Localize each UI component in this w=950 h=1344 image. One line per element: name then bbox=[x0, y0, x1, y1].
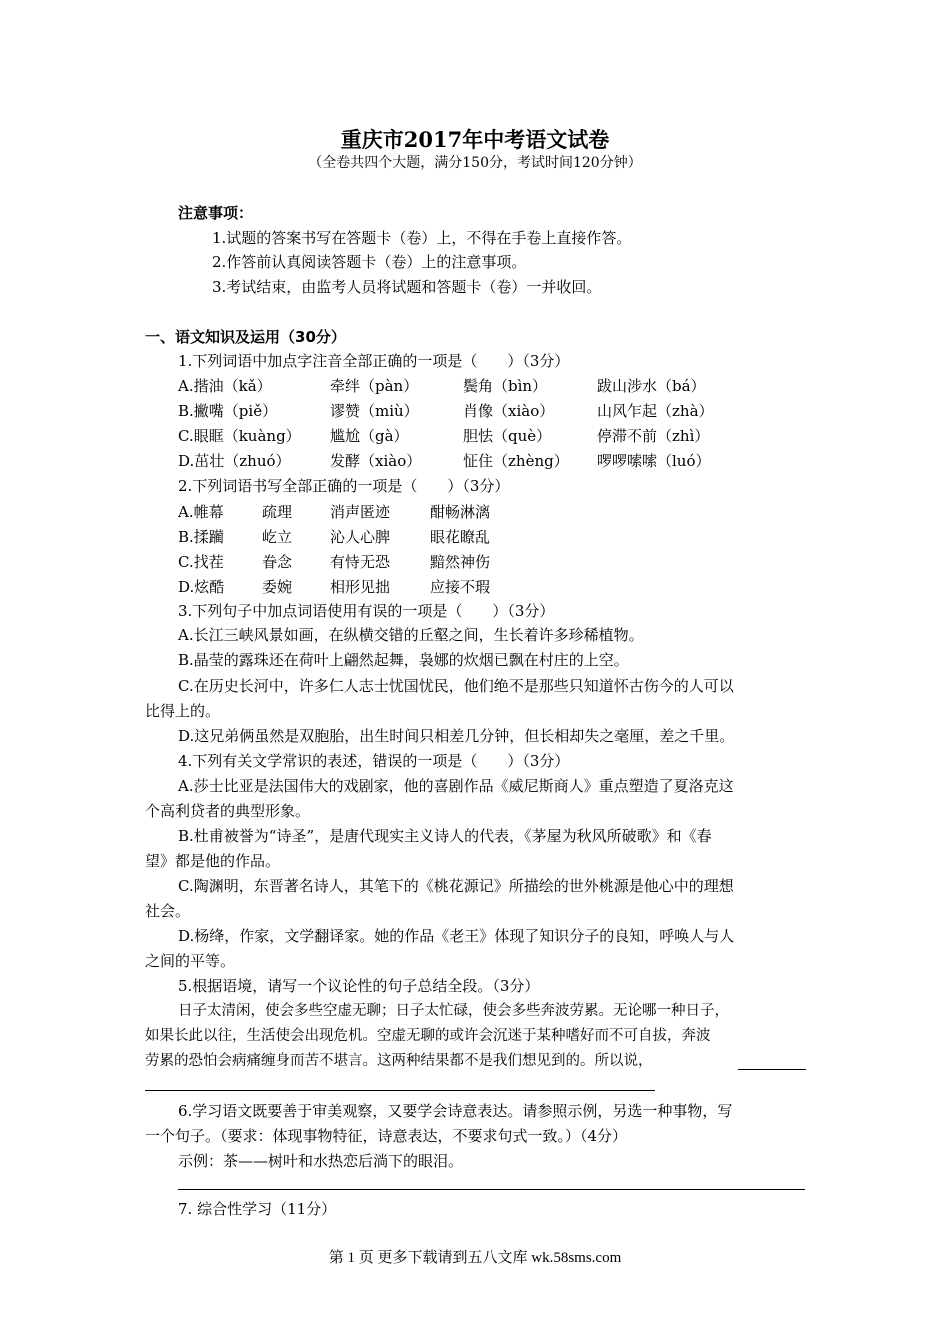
option-b: B.晶莹的露珠还在荷叶上翩然起舞，袅娜的炊烟已飘在村庄的上空。 bbox=[178, 651, 629, 669]
question-7-stem: 7. 综合性学习（11分） bbox=[178, 1200, 337, 1218]
option-d: D.杨绛，作家，文学翻译家。她的作品《老王》体现了知识分子的良知，呼唤人与人 bbox=[178, 927, 735, 945]
passage-line: 如果长此以往，生活使会出现危机。空虚无聊的或许会沉迷于某种嗜好而不可自拔，奔波 bbox=[145, 1028, 711, 1044]
option-cell: 委婉 bbox=[262, 578, 293, 596]
question-6-stem-cont: 一个句子。（要求：体现事物特征，诗意表达，不要求句式一致。）（4分） bbox=[145, 1127, 628, 1145]
question-6-stem: 6.学习语文既要善于审美观察，又要学会诗意表达。请参照示例，另选一种事物，写 bbox=[178, 1102, 733, 1120]
option-cell: A.揩油（kǎ） bbox=[178, 377, 272, 395]
option-c-cont: 比得上的。 bbox=[145, 702, 221, 720]
option-cell: 牵绊（pàn） bbox=[330, 377, 419, 395]
option-cell: C.找茬 bbox=[178, 553, 224, 571]
option-cell: 鬓角（bìn） bbox=[463, 377, 548, 395]
question-3-stem: 3.下列句子中加点词语使用有误的一项是（ ）（3分） bbox=[178, 602, 555, 620]
notice-item: 3.考试结束，由监考人员将试题和答题卡（卷）一并收回。 bbox=[212, 278, 602, 296]
notice-item: 1.试题的答案书写在答题卡（卷）上，不得在手卷上直接作答。 bbox=[212, 229, 632, 247]
example-line: 示例：茶——树叶和水热恋后淌下的眼泪。 bbox=[178, 1152, 464, 1170]
option-cell: 疏理 bbox=[262, 503, 293, 521]
option-a: A.长江三峡风景如画，在纵横交错的丘壑之间，生长着许多珍稀植物。 bbox=[178, 626, 644, 644]
option-cell: 应接不瑕 bbox=[430, 578, 491, 596]
option-cell: 屹立 bbox=[262, 528, 293, 546]
option-cell: 肖像（xiào） bbox=[463, 402, 555, 420]
option-cell: 跋山涉水（bá） bbox=[597, 377, 706, 395]
option-cell: 相形见拙 bbox=[330, 578, 391, 596]
question-2-stem: 2.下列词语书写全部正确的一项是（ ）（3分） bbox=[178, 477, 510, 495]
answer-blank[interactable] bbox=[145, 1090, 655, 1091]
option-cell: 有恃无恐 bbox=[330, 553, 391, 571]
option-cell: D.炫酷 bbox=[178, 578, 225, 596]
option-cell: B.撇嘴（piě） bbox=[178, 402, 278, 420]
option-cell: 消声匿迹 bbox=[330, 503, 391, 521]
question-4-stem: 4.下列有关文学常识的表述，错误的一项是（ ）（3分） bbox=[178, 752, 570, 770]
page-subtitle: （全卷共四个大题，满分150分，考试时间120分钟） bbox=[308, 155, 642, 171]
answer-blank[interactable] bbox=[738, 1069, 806, 1070]
option-cell: 发酵（xiào） bbox=[330, 452, 422, 470]
option-d: D.这兄弟俩虽然是双胞胎，出生时间只相差几分钟，但长相却失之毫厘，差之千里。 bbox=[178, 727, 735, 745]
option-b-cont: 望》都是他的作品。 bbox=[145, 852, 281, 870]
passage-line: 劳累的恐怕会病痛缠身而苦不堪言。这两种结果都不是我们想见到的。所以说， bbox=[145, 1053, 653, 1069]
option-b: B.杜甫被誉为“诗圣”，是唐代现实主义诗人的代表，《茅屋为秋风所破歌》和《春 bbox=[178, 827, 712, 845]
option-cell: D.茁壮（zhuó） bbox=[178, 452, 291, 470]
notice-heading: 注意事项： bbox=[178, 204, 254, 222]
option-cell: 谬赞（miù） bbox=[330, 402, 419, 420]
option-a-cont: 个高利贷者的典型形象。 bbox=[145, 802, 311, 820]
option-cell: A.帷幕 bbox=[178, 503, 224, 521]
page-title: 重庆市2017年中考语文试卷 bbox=[340, 127, 610, 152]
option-c: C.在历史长河中，许多仁人志士忧国忧民，他们绝不是那些只知道怀古伤今的人可以 bbox=[178, 677, 734, 695]
option-cell: 酣畅淋漓 bbox=[430, 503, 491, 521]
option-cell: 胆怯（què） bbox=[463, 427, 552, 445]
answer-blank[interactable] bbox=[178, 1189, 805, 1190]
option-cell: C.眼眶（kuàng） bbox=[178, 427, 301, 445]
option-cell: 尴尬（gà） bbox=[330, 427, 409, 445]
page-footer: 第 1 页 更多下载请到五八文库 wk.58sms.com bbox=[328, 1250, 622, 1266]
option-cell: 眼花瞭乱 bbox=[430, 528, 491, 546]
option-c-cont: 社会。 bbox=[145, 902, 191, 920]
question-5-stem: 5.根据语境，请写一个议论性的句子总结全段。（3分） bbox=[178, 977, 540, 995]
option-cell: 黯然神伤 bbox=[430, 553, 491, 571]
notice-item: 2.作答前认真阅读答题卡（卷）上的注意事项。 bbox=[212, 253, 527, 271]
option-cell: 啰啰嗦嗦（luó） bbox=[597, 452, 711, 470]
option-d-cont: 之间的平等。 bbox=[145, 952, 236, 970]
option-cell: 山风乍起（zhà） bbox=[597, 402, 714, 420]
passage-line: 日子太清闲，使会多些空虚无聊；日子太忙碌，使会多些奔波劳累。无论哪一种日子， bbox=[178, 1003, 729, 1019]
option-a: A.莎士比亚是法国伟大的戏剧家，他的喜剧作品《威尼斯商人》重点塑造了夏洛克这 bbox=[178, 777, 734, 795]
option-cell: 眷念 bbox=[262, 553, 293, 571]
question-1-stem: 1.下列词语中加点字注音全部正确的一项是（ ）（3分） bbox=[178, 352, 570, 370]
option-c: C.陶渊明，东晋著名诗人，其笔下的《桃花源记》所描绘的世外桃源是他心中的理想 bbox=[178, 877, 734, 895]
option-cell: 停滞不前（zhì） bbox=[597, 427, 710, 445]
section-heading: 一、语文知识及运用（30分） bbox=[145, 328, 346, 346]
option-cell: B.揉躏 bbox=[178, 528, 224, 546]
option-cell: 怔住（zhèng） bbox=[463, 452, 569, 470]
option-cell: 沁人心脾 bbox=[330, 528, 391, 546]
